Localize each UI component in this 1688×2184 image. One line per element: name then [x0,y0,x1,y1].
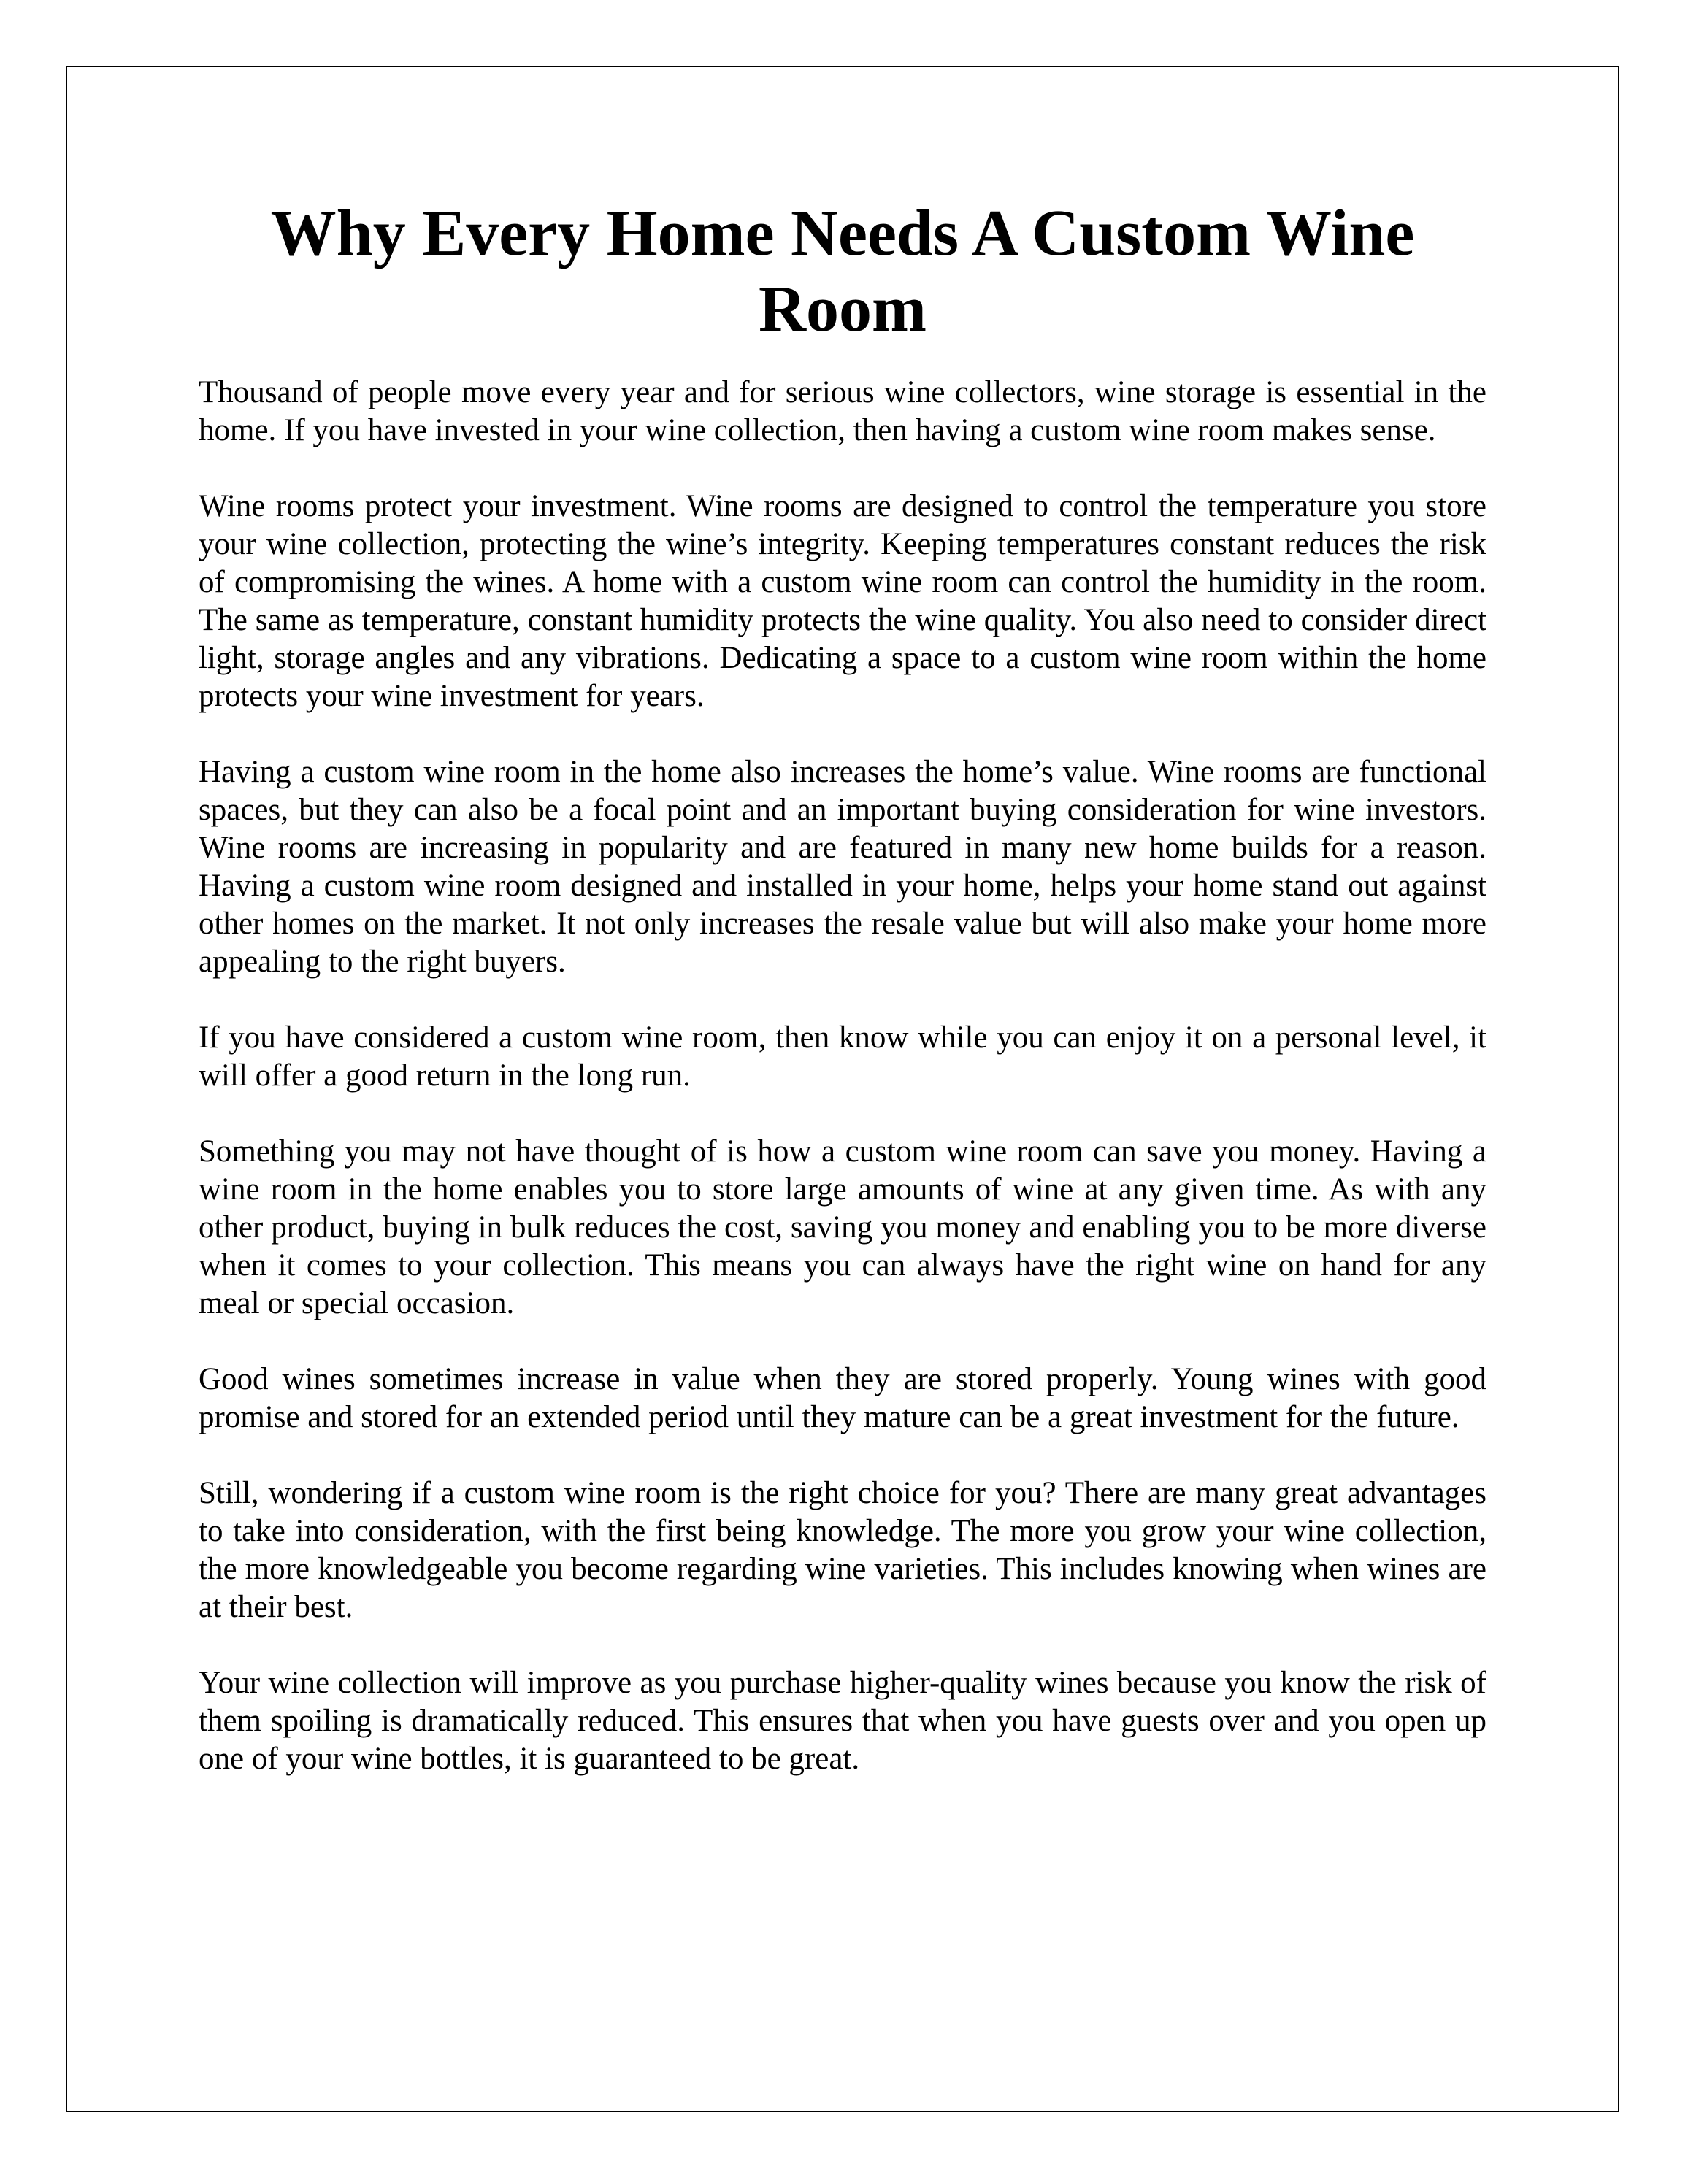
paragraph: Something you may not have thought of is how a custom wine room can save you money. Having a wine room in the home enables you to store large amounts of wine at any given time. As with any other product, buying in bulk reduces the cost, saving you money and enabling you to be more diverse when it comes to your collection. This means you can always have the right wine on hand for any meal or special occasion. [199,1134,1486,1320]
paragraph: Wine rooms protect your investment. Wine rooms are designed to control the temperature you store your wine collection, protecting the wine’s integrity. Keeping temperatures constant reduces the risk of compromising the wines. A home with a custom wine room can control the humidity in the room. The same as temperature, constant humidity protects the wine quality. You also need to consider direct light, storage angles and any vibrations. Dedicating a space to a custom wine room within the home protects your wine investment for years. [199,489,1486,713]
paragraph: Having a custom wine room in the home also increases the home’s value. Wine rooms are functional spaces, but they can also be a focal point and an important buying consideration for wine investors. Wine rooms are increasing in popularity and are featured in many new home builds for a reason. Having a custom wine room designed and installed in your home, helps your home stand out against other homes on the market. It not only increases the resale value but will also make your home more appealing to the right buyers. [199,755,1486,979]
paragraph: Good wines sometimes increase in value when they are stored properly. Young wines with good promise and stored for an extended period until they mature can be a great investment for the future. [199,1362,1486,1434]
paragraph: Your wine collection will improve as you purchase higher-quality wines because you know the risk of them spoiling is dramatically reduced. This ensures that when you have guests over and you open up one of your wine bottles, it is guaranteed to be great. [199,1666,1486,1776]
paragraph: Thousand of people move every year and for serious wine collectors, wine storage is essential in the home. If you have invested in your wine collection, then having a custom wine room makes sense. [199,375,1486,447]
article [199,196,1486,1816]
paragraph: Still, wondering if a custom wine room is the right choice for you? There are many great advantages to take into consideration, with the first being knowledge. The more you grow your wine collection, the more knowledgeable you become regarding wine varieties. This includes knowing when wines are at their best. [199,1476,1486,1624]
page-title: Why Every Home Needs A Custom Wine Room [270,197,1415,345]
paragraph: If you have considered a custom wine room, then know while you can enjoy it on a personal level, it will offer a good return in the long run. [199,1020,1486,1093]
